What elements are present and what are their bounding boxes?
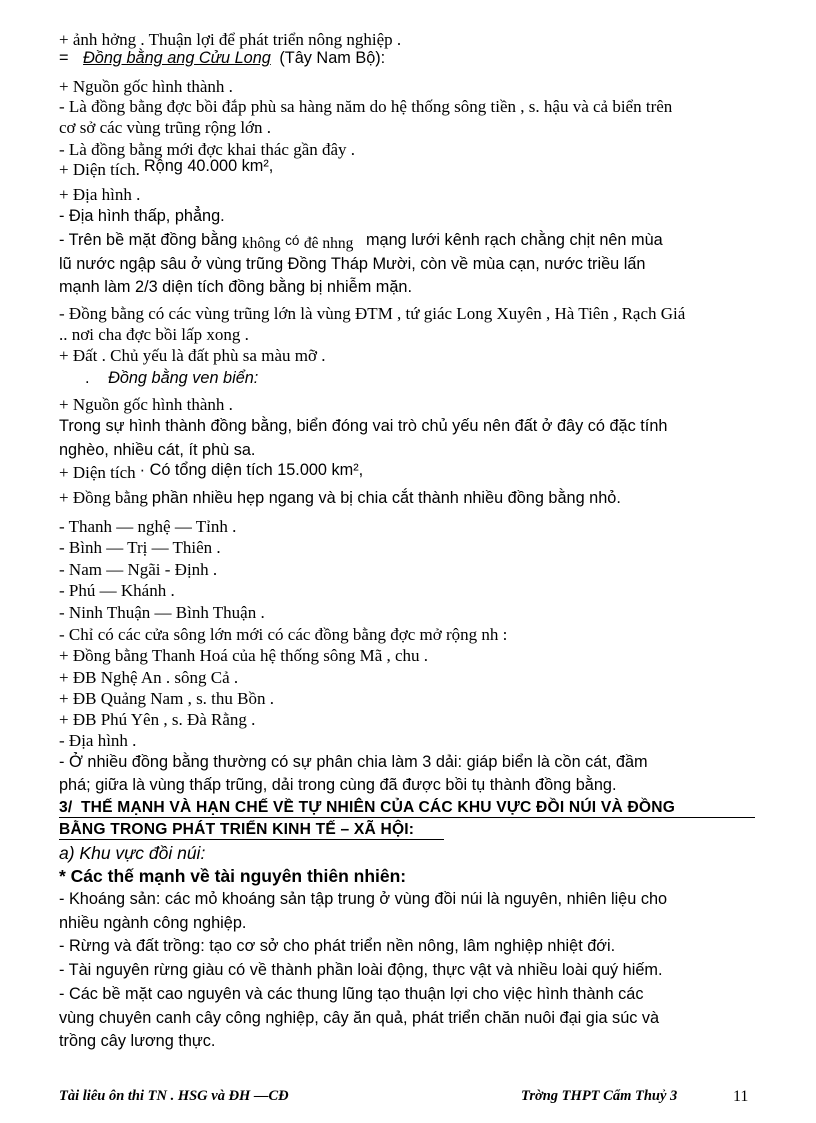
area-label: + Diện tích (59, 463, 136, 482)
text-line: .. nơi cha đợc bồi lấp xong . (59, 325, 249, 344)
text-line: lũ nước ngập sâu ở vùng trũng Đồng Tháp Mười, còn về mùa cạn, nước triều lấn (59, 255, 646, 273)
area-line (59, 157, 274, 181)
footer-school-name: Trờng THPT Cẩm Thuỷ 3 (521, 1088, 678, 1104)
section-heading-mekong (59, 48, 385, 68)
text-fragment: có (285, 233, 300, 248)
list-item: + ĐB Nghệ An . sông Cả . (59, 668, 239, 687)
page-number: 11 (733, 1088, 749, 1105)
list-item: + ĐB Phú Yên , s. Đà Rằng . (59, 710, 256, 729)
mekong-region: (Tây Nam Bộ): (279, 49, 386, 67)
list-item: - Thanh — nghệ — Tỉnh . (59, 517, 237, 536)
section-title-line2: BẰNG TRONG PHÁT TRIỂN KINH TẾ – XÃ HỘI: (59, 821, 415, 838)
mekong-title: Đồng bằng ang Cửu Long (83, 49, 271, 67)
text-line: + Nguồn gốc hình thành . (59, 395, 233, 414)
text-fragment: - Trên bề mặt đồng bằng (59, 231, 238, 249)
section-heading-3 (59, 798, 675, 818)
equals-marker: = (59, 49, 69, 67)
list-item: + ĐB Quảng Nam , s. thu Bồn . (59, 689, 274, 708)
area-value: · Có tổng diện tích 15.000 km², (139, 461, 364, 479)
text-line: - Địa hình thấp, phẳng. (59, 207, 225, 225)
text-line: + Đất . Chủ yếu là đất phù sa màu mỡ . (59, 346, 326, 365)
coastal-area-line (59, 463, 363, 484)
bullet-dot: . (85, 369, 90, 387)
area-value: Rộng 40.000 km², (143, 157, 274, 175)
subheading-coastal (85, 368, 258, 388)
text-line: - Khoáng sản: các mỏ khoáng sản tập trung ở vùng đồi núi là nguyên, nhiên liệu cho (59, 890, 668, 908)
text-line: phá; giữa là vùng thấp trũng, dải trong cùng đã được bồi tụ thành đồng bằng. (59, 776, 617, 794)
plains-label: + Đồng bằng (59, 488, 148, 507)
list-item: - Nam — Ngãi - Định . (59, 560, 218, 579)
area-label: + Diện tích. (59, 160, 140, 179)
text-line: trồng cây lương thực. (59, 1032, 216, 1050)
list-item: - Phú — Khánh . (59, 581, 175, 600)
footer-left-text: Tài liêu ôn thi TN . HSG và ĐH —CĐ (59, 1088, 289, 1104)
text-line: - Tài nguyên rừng giàu có về thành phần loài động, thực vật và nhiều loài quý hiếm. (59, 961, 663, 979)
text-line: - Ở nhiều đồng bằng thường có sự phân chia làm 3 dải: giáp biển là cồn cát, đầm (59, 753, 648, 771)
text-line: nhiều ngành công nghiệp. (59, 914, 247, 932)
section-number: 3/ (59, 799, 73, 816)
text-line: nghèo, nhiều cát, ít phù sa. (59, 441, 256, 459)
text-line: - Là đồng bằng đợc bồi đắp phù sa hàng năm do hệ thống sông tiền , s. hậu và cả biển trên (59, 97, 673, 116)
heading-underline (59, 839, 444, 840)
subsection-heading: * Các thế mạnh về tài nguyên thiên nhiên: (59, 866, 407, 886)
text-line: + Nguồn gốc hình thành . (59, 77, 233, 96)
coastal-title: Đồng bằng ven biển: (108, 369, 259, 387)
text-fragment: không (241, 235, 281, 252)
text-line: + Địa hình . (59, 185, 141, 204)
heading-underline (59, 817, 755, 818)
list-item: - Bình — Trị — Thiên . (59, 538, 221, 557)
text-line: - Là đồng bằng mới đợc khai thác gần đây . (59, 140, 356, 159)
text-line: mạnh làm 2/3 diện tích đồng bằng bị nhiễm mặn. (59, 278, 412, 296)
text-line: + ảnh hởng . Thuận lợi để phát triển nông nghiệp . (59, 30, 402, 49)
section-title-line1: THẾ MẠNH VÀ HẠN CHẾ VỀ TỰ NHIÊN CỦA CÁC KHU VỰC ĐỒI NÚI VÀ ĐỒNG (80, 799, 676, 816)
text-fragment: mạng lưới kênh rạch chằng chịt nên mùa (365, 231, 663, 249)
subsection-title: a) Khu vực đồi núi: (59, 843, 206, 863)
text-line: Trong sự hình thành đồng bằng, biển đóng vai trò chủ yếu nên đất ở đây có đặc tính (59, 417, 668, 435)
plains-desc: phần nhiều hẹp ngang và bị chia cắt thành nhiều đồng bằng nhỏ. (151, 489, 621, 507)
text-line: - Các bề mặt cao nguyên và các thung lũng tạo thuận lợi cho việc hình thành các (59, 985, 644, 1003)
text-line: vùng chuyên canh cây công nghiệp, cây ăn quả, phát triển chăn nuôi đại gia súc và (59, 1009, 660, 1027)
text-fragment: đê nhng (303, 235, 354, 252)
text-line (59, 230, 663, 251)
text-line: cơ sở các vùng trũng rộng lớn . (59, 118, 272, 137)
plains-line (59, 488, 621, 509)
text-line: - Chỉ có các cửa sông lớn mới có các đồng bằng đợc mở rộng nh : (59, 625, 508, 644)
text-line: - Đồng bằng có các vùng trũng lớn là vùng ĐTM , tứ giác Long Xuyên , Hà Tiên , Rạch Giá (59, 304, 686, 323)
list-item: + Đồng bằng Thanh Hoá của hệ thống sông Mã , chu . (59, 646, 429, 665)
text-line: - Địa hình . (59, 731, 137, 750)
text-line: - Rừng và đất trồng: tạo cơ sở cho phát triển nền nông, lâm nghiệp nhiệt đới. (59, 937, 616, 955)
list-item: - Ninh Thuận — Bình Thuận . (59, 603, 265, 622)
